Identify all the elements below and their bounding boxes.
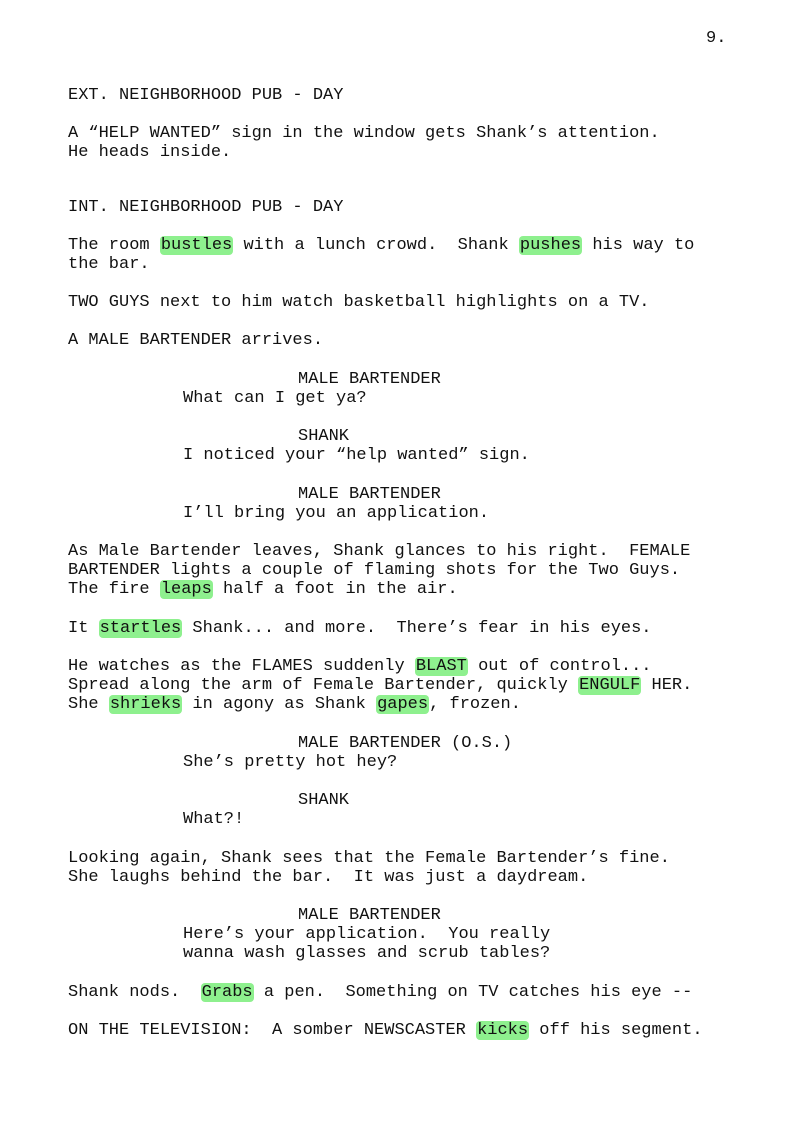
action-text: The fire — [68, 580, 160, 599]
highlighted-word: shrieks — [109, 695, 182, 714]
character-cue: MALE BARTENDER — [298, 485, 441, 504]
action-text: Shank nods. — [68, 983, 201, 1002]
action-text: HER. — [641, 676, 693, 695]
dialogue-line: She’s pretty hot hey? — [183, 753, 398, 772]
action-line — [68, 1021, 703, 1040]
action-text: ON THE TELEVISION: A somber NEWSCASTER — [68, 1021, 477, 1040]
dialogue-line: Here’s your application. You really — [183, 925, 551, 944]
character-cue: MALE BARTENDER — [298, 370, 441, 389]
action-line — [68, 236, 694, 255]
highlighted-word: ENGULF — [579, 676, 641, 695]
action-line: TWO GUYS next to him watch basketball highlights on a TV. — [68, 293, 650, 312]
action-text: half a foot in the air. — [212, 580, 458, 599]
action-text: He watches as the FLAMES suddenly — [68, 657, 415, 676]
character-cue: MALE BARTENDER (O.S.) — [298, 734, 513, 753]
action-line — [68, 695, 521, 714]
dialogue-line: What?! — [183, 810, 245, 829]
action-text: Shank... and more. There’s fear in his eyes. — [182, 619, 652, 638]
action-line: As Male Bartender leaves, Shank glances to his right. FEMALE — [68, 542, 691, 561]
action-line — [68, 619, 652, 638]
action-text: his way to — [582, 236, 695, 255]
action-text: It — [68, 619, 99, 638]
action-line: BARTENDER lights a couple of flaming shots for the Two Guys. — [68, 561, 681, 580]
character-cue: SHANK — [298, 427, 350, 446]
page-number: 9. — [706, 29, 727, 48]
action-text: in agony as Shank — [182, 695, 377, 714]
dialogue-line: I’ll bring you an application. — [183, 504, 490, 523]
action-line — [68, 580, 458, 599]
action-text: , frozen. — [429, 695, 521, 714]
highlighted-word: leaps — [160, 580, 212, 599]
dialogue-line: What can I get ya? — [183, 389, 367, 408]
action-line — [68, 657, 652, 676]
action-text: off his segment. — [529, 1021, 703, 1040]
scene-heading-ext-pub: EXT. NEIGHBORHOOD PUB - DAY — [68, 86, 344, 105]
action-text: The room — [68, 236, 160, 255]
action-line — [68, 983, 692, 1002]
action-text: a pen. Something on TV catches his eye -- — [253, 983, 693, 1002]
highlighted-word: pushes — [519, 236, 582, 255]
highlighted-word: gapes — [377, 695, 429, 714]
action-line: He heads inside. — [68, 143, 232, 162]
dialogue-line: I noticed your “help wanted” sign. — [183, 446, 530, 465]
action-line: A MALE BARTENDER arrives. — [68, 331, 324, 350]
character-cue: SHANK — [298, 791, 350, 810]
action-text: out of control... — [467, 657, 652, 676]
action-text: Spread along the arm of Female Bartender, quickly — [68, 676, 579, 695]
highlighted-word: Grabs — [201, 983, 253, 1002]
highlighted-word: startles — [99, 619, 182, 638]
action-text: with a lunch crowd. Shank — [233, 236, 519, 255]
action-line: the bar. — [68, 255, 150, 274]
highlighted-word: bustles — [160, 236, 233, 255]
character-cue: MALE BARTENDER — [298, 906, 441, 925]
scene-heading-int-pub: INT. NEIGHBORHOOD PUB - DAY — [68, 198, 344, 217]
action-text: She — [68, 695, 109, 714]
action-line — [68, 676, 692, 695]
highlighted-word: kicks — [477, 1021, 529, 1040]
action-line: Looking again, Shank sees that the Female Bartender’s fine. — [68, 849, 670, 868]
action-line: A “HELP WANTED” sign in the window gets Shank’s attention. — [68, 124, 660, 143]
dialogue-line: wanna wash glasses and scrub tables? — [183, 944, 551, 963]
highlighted-word: BLAST — [415, 657, 467, 676]
action-line: She laughs behind the bar. It was just a daydream. — [68, 868, 589, 887]
